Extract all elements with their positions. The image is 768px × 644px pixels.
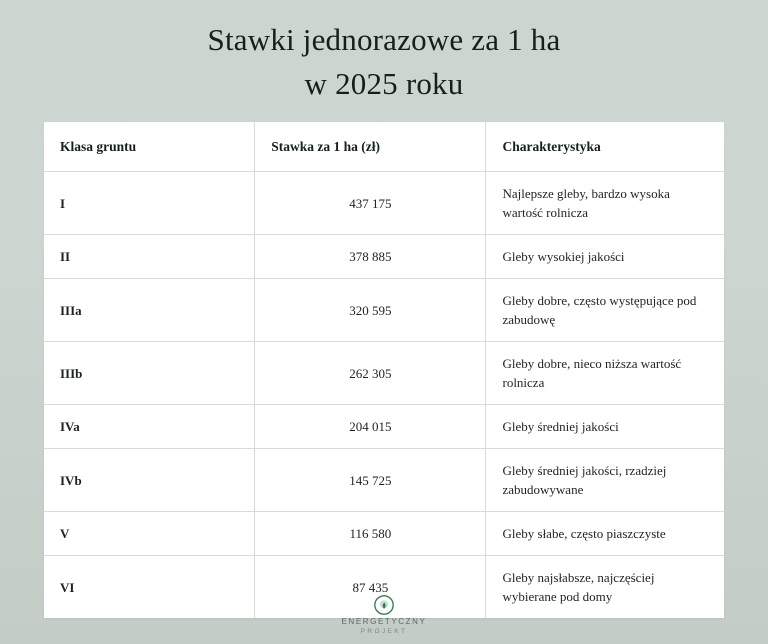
page-title-line-1: Stawki jednorazowe za 1 ha bbox=[207, 22, 561, 57]
cell-class: V bbox=[44, 512, 255, 556]
cell-class: I bbox=[44, 172, 255, 235]
column-header-class: Klasa gruntu bbox=[44, 122, 255, 172]
cell-rate: 378 885 bbox=[255, 235, 486, 279]
cell-characteristic: Gleby dobre, nieco niższa wartość rolnicza bbox=[486, 342, 724, 405]
cell-characteristic: Gleby dobre, często występujące pod zabudowę bbox=[486, 279, 724, 342]
page-title bbox=[0, 0, 768, 106]
brand-name: ENERGETYCZNY bbox=[341, 617, 427, 626]
footer-brand bbox=[0, 595, 768, 636]
table-header bbox=[44, 122, 724, 172]
cell-class: VI bbox=[60, 579, 75, 595]
cell-characteristic: Gleby średniej jakości bbox=[486, 405, 724, 449]
cell-rate: 116 580 bbox=[255, 512, 486, 556]
table-row bbox=[44, 279, 724, 342]
cell-class: IVb bbox=[44, 449, 255, 512]
table-row bbox=[44, 342, 724, 405]
table-body bbox=[44, 172, 724, 619]
cell-rate: 145 725 bbox=[255, 449, 486, 512]
table-header-row bbox=[44, 122, 724, 172]
table-row bbox=[44, 405, 724, 449]
cell-characteristic: Gleby najsłabsze, najczęściej wybierane pod domy bbox=[486, 556, 724, 619]
brand-subtitle: PROJEKT bbox=[360, 628, 408, 635]
cell-class: IVa bbox=[44, 405, 255, 449]
column-header-characteristic: Charakterystyka bbox=[486, 122, 724, 172]
table-row bbox=[44, 172, 724, 235]
cell-characteristic: Gleby wysokiej jakości bbox=[486, 235, 724, 279]
cell-rate: 437 175 bbox=[255, 172, 486, 235]
cell-rate: 87 435 bbox=[255, 556, 486, 619]
table-row bbox=[44, 235, 724, 279]
leaf-circle-icon bbox=[374, 595, 394, 615]
cell-rate: 320 595 bbox=[255, 279, 486, 342]
page-title-line-2: w 2025 roku bbox=[304, 66, 464, 101]
rates-table-container bbox=[44, 122, 724, 618]
cell-class: IIIb bbox=[44, 342, 255, 405]
cell-class: II bbox=[44, 235, 255, 279]
table-row bbox=[44, 449, 724, 512]
cell-characteristic: Najlepsze gleby, bardzo wysoka wartość rolnicza bbox=[486, 172, 724, 235]
table-row bbox=[44, 512, 724, 556]
rates-table bbox=[44, 122, 724, 618]
cell-class: IIIa bbox=[44, 279, 255, 342]
cell-rate: 204 015 bbox=[255, 405, 486, 449]
cell-rate: 262 305 bbox=[255, 342, 486, 405]
column-header-rate: Stawka za 1 ha (zł) bbox=[255, 122, 486, 172]
cell-characteristic: Gleby słabe, często piaszczyste bbox=[486, 512, 724, 556]
cell-characteristic: Gleby średniej jakości, rzadziej zabudowywane bbox=[486, 449, 724, 512]
